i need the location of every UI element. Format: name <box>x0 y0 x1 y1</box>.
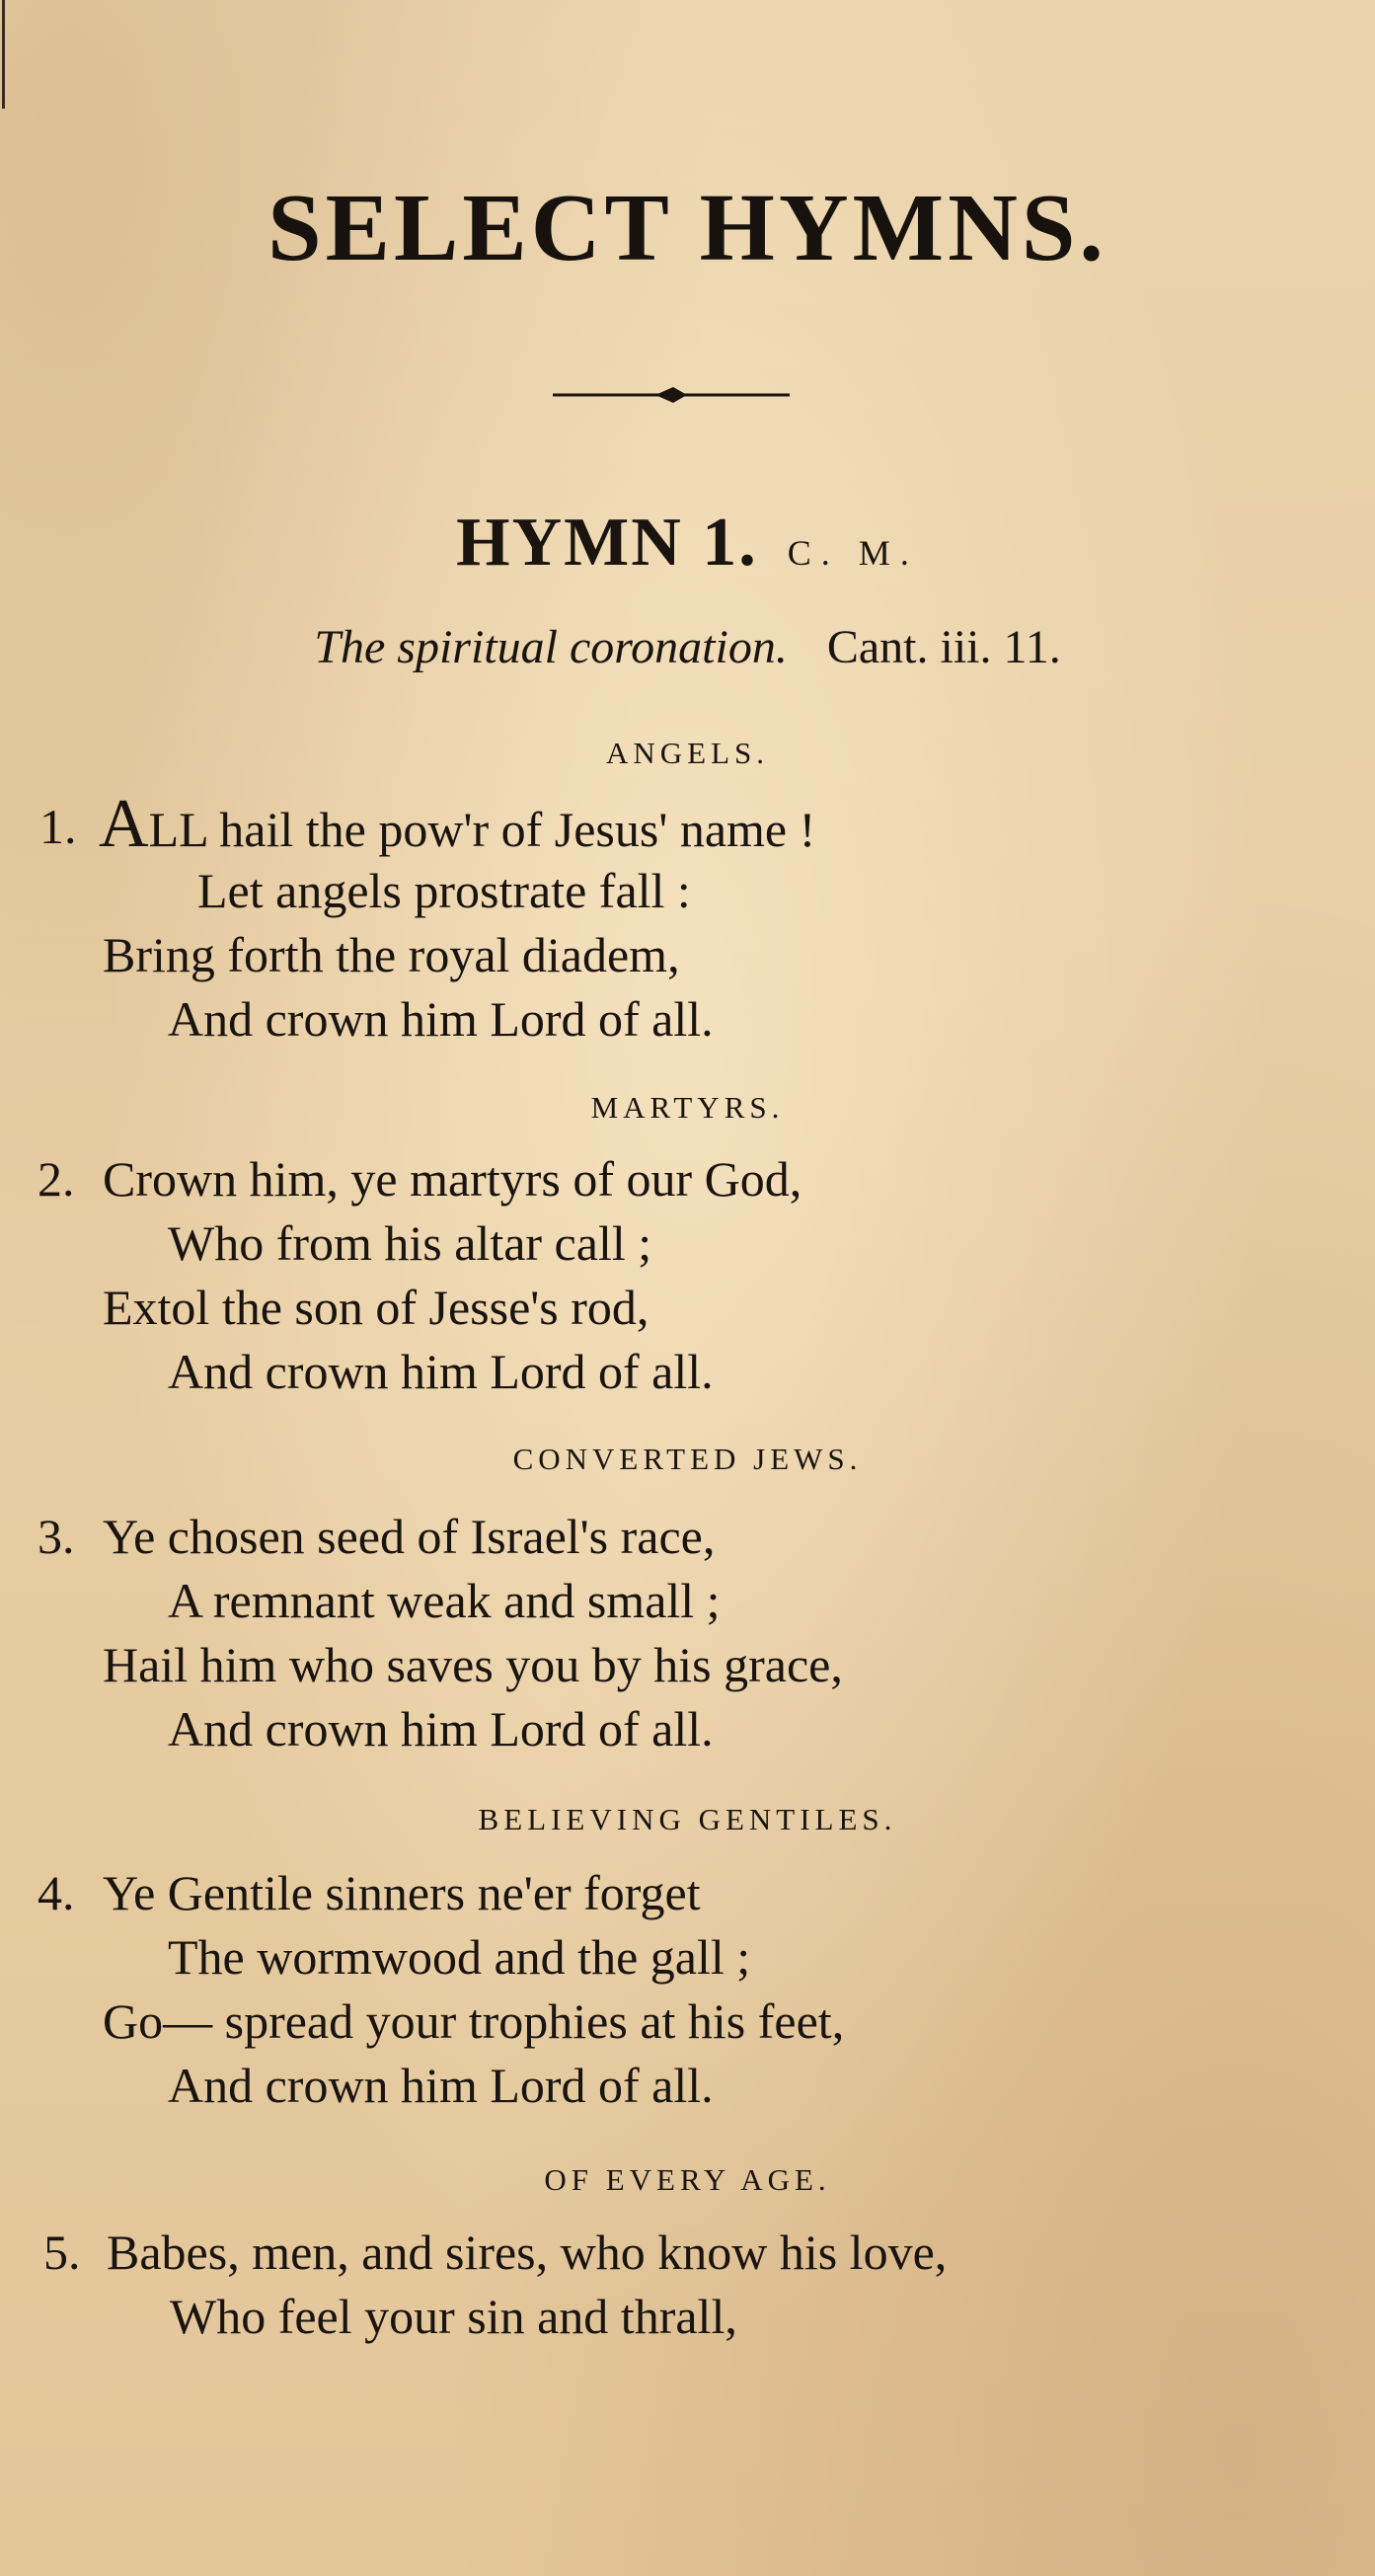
verse-heading: OF EVERY AGE. <box>544 2162 831 2197</box>
verse-line: Ye Gentile sinners ne'er forget <box>103 1865 701 1920</box>
hymn-heading <box>0 504 1375 583</box>
verse-number: 3. <box>38 1509 75 1564</box>
verse-line: Hail him who saves you by his grace, <box>103 1637 843 1692</box>
drop-cap: A <box>99 786 149 862</box>
verse-number: 2. <box>38 1151 75 1207</box>
hymn-theme: The spiritual coronation. <box>314 621 788 673</box>
scripture-reference: Cant. iii. 11. <box>826 621 1061 673</box>
verse-line: And crown him Lord of all. <box>168 991 714 1047</box>
verse-line: Extol the son of Jesse's rod, <box>103 1280 649 1335</box>
verse-line: Who feel your sin and thrall, <box>170 2289 737 2344</box>
verse-line: And crown him Lord of all. <box>168 1701 714 1756</box>
verse-line <box>99 786 816 862</box>
verse-heading: ANGELS. <box>605 736 770 770</box>
verse-heading: CONVERTED JEWS. <box>512 1442 863 1476</box>
verse-number: 5. <box>43 2225 81 2280</box>
verse-line: And crown him Lord of all. <box>168 1344 714 1399</box>
verse-line: Who from his altar call ; <box>168 1215 652 1271</box>
verse-line: And crown him Lord of all. <box>168 2058 714 2113</box>
verse-line-text: LL hail the pow'r of Jesus' name ! <box>148 802 816 857</box>
verse-line: Bring forth the royal diadem, <box>103 927 680 982</box>
verse-line: Crown him, ye martyrs of our God, <box>103 1151 802 1207</box>
hymn-meter: C. M. <box>787 533 919 573</box>
hymn-subtitle <box>0 620 1375 674</box>
verse-line: Babes, men, and sires, who know his love, <box>107 2225 948 2280</box>
hymn-title: HYMN 1. <box>456 505 758 581</box>
verse-line: Let angels prostrate fall : <box>197 863 691 918</box>
verse-line: A remnant weak and small ; <box>168 1573 721 1628</box>
verse-line: Ye chosen seed of Israel's race, <box>103 1509 716 1564</box>
verse-number: 1. <box>39 799 77 854</box>
verse-line: Go— spread your trophies at his feet, <box>103 1993 845 2049</box>
verse-heading: BELIEVING GENTILES. <box>478 1802 897 1836</box>
verse-heading: MARTYRS. <box>590 1090 785 1125</box>
verse-line: The wormwood and the gall ; <box>168 1929 751 1985</box>
ornament-divider-icon <box>553 375 790 415</box>
page-title: SELECT HYMNS. <box>267 175 1108 281</box>
verse-number: 4. <box>38 1865 75 1920</box>
page-edge-rule <box>2 0 5 109</box>
